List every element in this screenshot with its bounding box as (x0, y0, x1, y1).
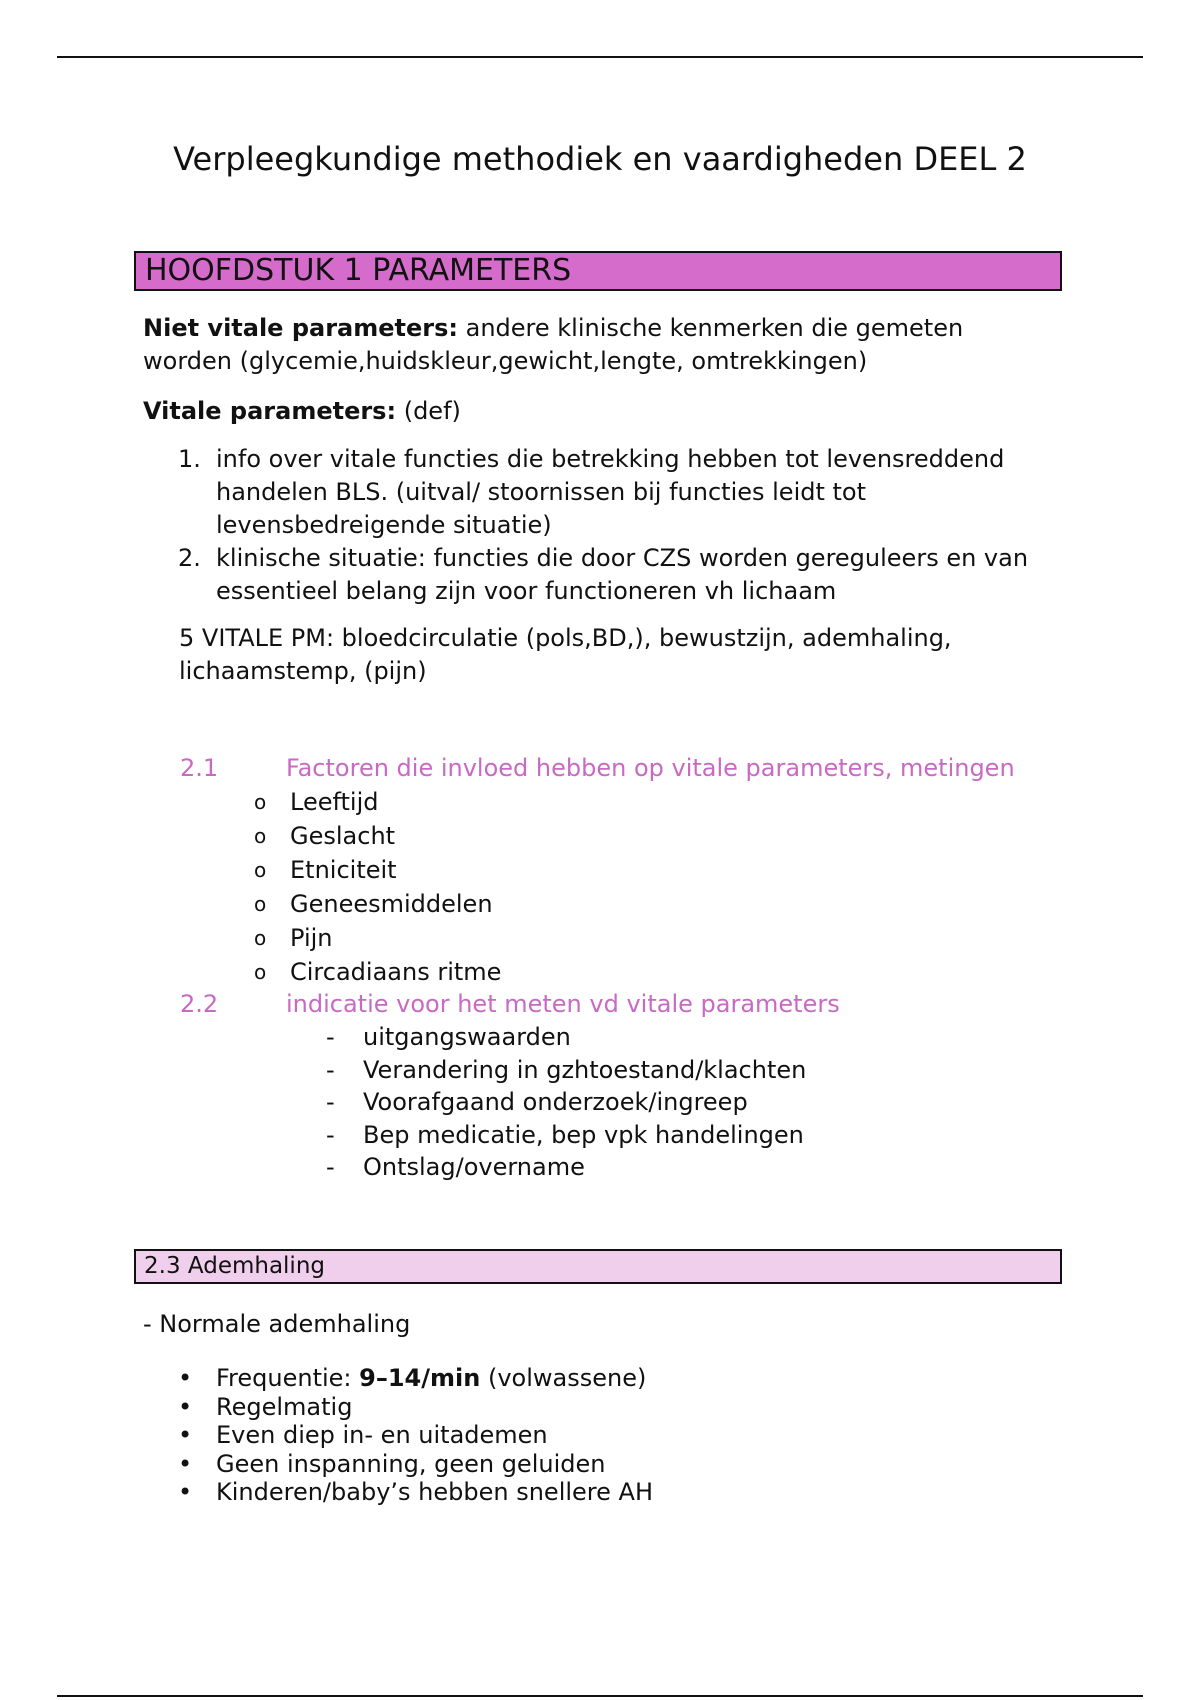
bullet-marker: • (178, 1449, 193, 1478)
dash-marker: - (326, 1120, 335, 1149)
dash-marker: - (326, 1023, 335, 1051)
section-number: 2.1 (180, 754, 219, 782)
list-item (254, 887, 501, 921)
list-item (254, 921, 501, 955)
list-item (326, 1151, 806, 1184)
freq-suffix: (volwassene) (480, 1364, 647, 1392)
definition-text: info over vitale functies die betrekking hebben tot levensreddend handelen BLS. (uitval/ stoornissen bij functies leidt tot levensbedreigende situatie) (216, 445, 1005, 539)
niet-vitale-paragraph (143, 312, 1043, 378)
bullet-marker: • (178, 1364, 193, 1392)
bullet-marker: o (254, 926, 267, 950)
chapter-heading: HOOFDSTUK 1 PARAMETERS (134, 251, 1062, 291)
list-item (326, 1054, 806, 1087)
dash-marker: - (326, 1088, 335, 1116)
list-item-text: Bep medicatie, bep vpk handelingen (363, 1120, 804, 1149)
list-item-text: Geslacht (290, 822, 396, 850)
list-item-text: Leeftijd (290, 788, 379, 816)
header-rule (57, 56, 1143, 58)
vitale-text: (def) (396, 397, 461, 425)
definition-text: klinische situatie: functies die door CZS worden gereguleers en van essentieel belang zijn voor functioneren vh lichaam (216, 544, 1029, 605)
list-item (254, 819, 501, 853)
bullet-marker: • (178, 1392, 193, 1421)
definition-item (178, 542, 1078, 608)
definition-item (178, 443, 1078, 542)
list-item (178, 1421, 653, 1450)
bullet-marker: o (254, 824, 267, 848)
section-2-3-heading: 2.3 Ademhaling (134, 1249, 1062, 1284)
section-title: Factoren die invloed hebben op vitale parameters, metingen (286, 754, 1015, 782)
list-number: 2. (178, 544, 201, 572)
list-item-text: Circadiaans ritme (290, 958, 502, 986)
list-item (326, 1021, 806, 1054)
list-item (254, 785, 501, 819)
bullet-marker: o (254, 892, 267, 916)
list-item (326, 1086, 806, 1119)
section-title: indicatie voor het meten vd vitale parameters (286, 990, 840, 1018)
list-item (326, 1119, 806, 1152)
list-item-text: Ontslag/overname (363, 1153, 585, 1181)
list-item-text: Regelmatig (216, 1392, 353, 1421)
list-item (254, 955, 501, 989)
factor-list (254, 785, 501, 989)
normale-ademhaling-intro: - Normale ademhaling (143, 1310, 411, 1338)
niet-vitale-label: Niet vitale parameters: (143, 314, 458, 342)
list-item-text: Voorafgaand onderzoek/ingreep (363, 1088, 748, 1116)
dash-marker: - (326, 1055, 335, 1084)
list-number: 1. (178, 445, 201, 473)
list-item (178, 1450, 653, 1479)
bullet-marker: • (178, 1478, 193, 1506)
bullet-marker: o (254, 858, 267, 882)
list-item-text: Even diep in- en uitademen (216, 1421, 548, 1449)
footer-rule (57, 1695, 1143, 1697)
list-item-text: Kinderen/baby’s hebben snellere AH (216, 1478, 653, 1506)
bullet-marker: o (254, 790, 267, 814)
list-item (178, 1478, 653, 1507)
definition-list (178, 443, 1078, 608)
five-pm-paragraph: 5 VITALE PM: bloedcirculatie (pols,BD,), bewustzijn, ademhaling, lichaamstemp, (pijn) (179, 624, 952, 685)
bullet-marker: o (254, 960, 267, 984)
freq-label: Frequentie: (216, 1364, 360, 1392)
list-item-text: Geneesmiddelen (290, 890, 493, 918)
indication-list (326, 1021, 806, 1184)
list-item-text: uitgangswaarden (363, 1023, 571, 1051)
list-item (254, 853, 501, 887)
niet-vitale-text: andere klinische kenmerken die gemeten worden (glycemie,huidskleur,gewicht,lengte, omtrekkingen) (143, 314, 964, 375)
list-item (178, 1364, 653, 1393)
list-item-text: Pijn (290, 924, 333, 952)
vitale-label: Vitale parameters: (143, 397, 397, 425)
bullet-marker: • (178, 1421, 193, 1449)
vitale-paragraph (143, 395, 461, 428)
page-title: Verpleegkundige methodiek en vaardigheden DEEL 2 (173, 140, 1027, 178)
freq-value: 9–14/min (359, 1364, 481, 1392)
list-item (178, 1393, 653, 1422)
list-item-text: Geen inspanning, geen geluiden (216, 1449, 606, 1478)
list-item-text: Etniciteit (290, 856, 397, 884)
dash-marker: - (326, 1153, 335, 1181)
list-item-text: Verandering in gzhtoestand/klachten (363, 1055, 807, 1084)
ademhaling-list (178, 1364, 653, 1507)
section-number: 2.2 (180, 990, 219, 1018)
